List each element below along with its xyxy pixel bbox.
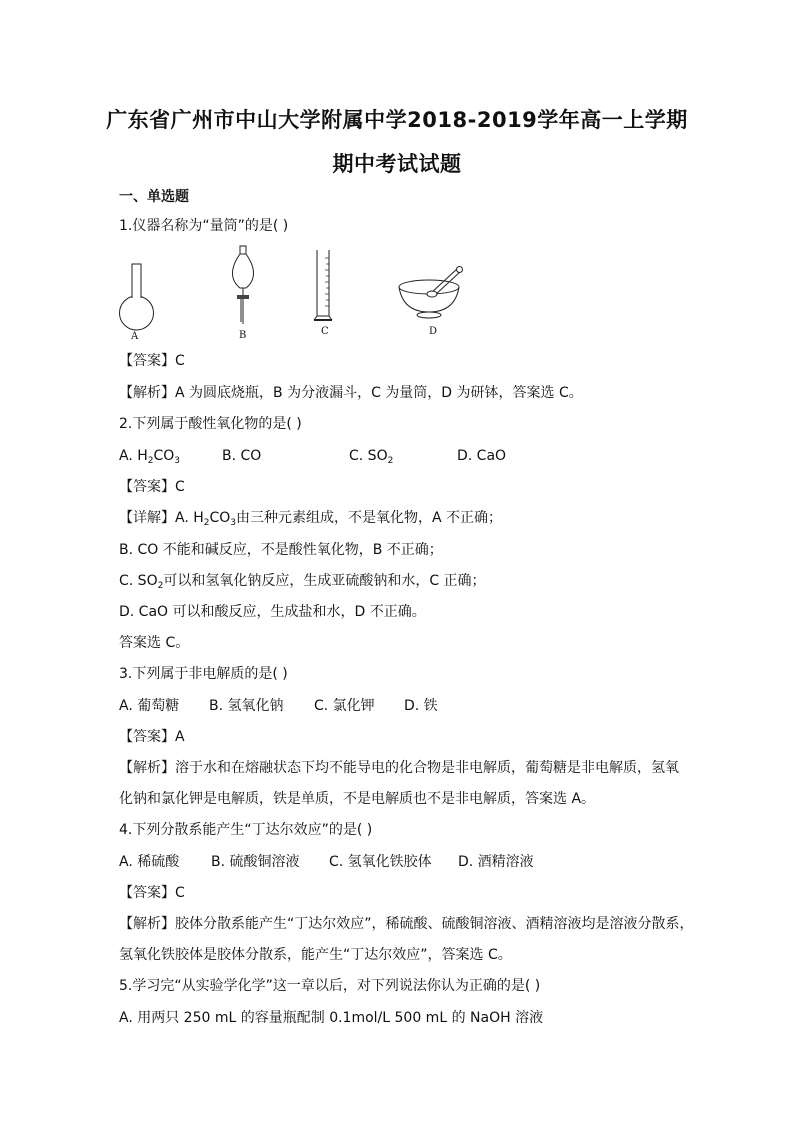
figure-label-c: C	[321, 326, 329, 337]
option-a: A. $H_2CO_3$	[119, 448, 181, 466]
page-title: 广东省广州市中山大学附属中学2018-2019学年高一上学期	[106, 108, 688, 132]
figure-label-a: A	[131, 331, 139, 342]
question-2-detail-c: C. $SO_2$可以和氢氧化钠反应，生成亚硫酸钠和水，C 正确；	[119, 573, 486, 591]
option-c: C. 氯化钾	[314, 698, 375, 714]
question-1-answer: 【答案】C	[119, 353, 185, 369]
question-5-stem: 5.学习完“从实验学化学”这一章以后，对下列说法你认为正确的是( )	[119, 978, 541, 994]
page-title-continued: 期中考试试题	[332, 152, 462, 176]
option-b: B. 氢氧化钠	[209, 698, 284, 714]
question-4-stem: 4.下列分散系能产生“丁达尔效应”的是( )	[119, 822, 373, 838]
question-3-analysis: 【解析】溶于水和在熔融状态下均不能导电的化合物是非电解质，葡萄糖是非电解质，氢氧	[119, 760, 679, 776]
question-4-analysis: 【解析】胶体分散系能产生“丁达尔效应”，稀硫酸、硫酸铜溶液、酒精溶液均是溶液分散系，	[119, 916, 694, 932]
option-a: A. 稀硫酸	[119, 854, 180, 870]
question-2-detail-d: D. CaO 可以和酸反应，生成盐和水，D 不正确。	[119, 604, 426, 620]
option-a: A. 葡萄糖	[119, 698, 180, 714]
figure-label-d: D	[429, 326, 438, 337]
question-2-detail-a: 【详解】A. $H_2CO_3$由三种元素组成，不是氧化物，A 不正确；	[119, 510, 503, 528]
round-bottom-flask-icon	[118, 262, 158, 332]
option-d: D. 铁	[404, 698, 438, 714]
question-3-stem: 3.下列属于非电解质的是( )	[119, 666, 288, 682]
figure-label-b: B	[239, 330, 247, 341]
option-b: B. 硫酸铜溶液	[211, 854, 300, 870]
question-5-option-a: A. 用两只 250 mL 的容量瓶配制 0.1mol/L 500 mL 的 NaOH 溶液	[119, 1010, 544, 1026]
graduated-cylinder-icon	[313, 248, 335, 324]
option-d: D. 酒精溶液	[458, 854, 534, 870]
question-3-answer: 【答案】A	[119, 729, 185, 745]
question-2-conclusion: 答案选 C。	[119, 635, 190, 651]
question-4-analysis-continued: 氢氧化铁胶体是胶体分散系，能产生“丁达尔效应”，答案选 C。	[119, 947, 512, 963]
option-c: C. $SO_2$	[349, 448, 394, 466]
question-4-answer: 【答案】C	[119, 885, 185, 901]
section-heading: 一、单选题	[119, 189, 189, 205]
separatory-funnel-icon	[226, 244, 260, 328]
option-b: B. CO	[222, 448, 262, 464]
option-d: D. CaO	[457, 448, 507, 464]
question-2-stem: 2.下列属于酸性氧化物的是( )	[119, 416, 302, 432]
option-c: C. 氢氧化铁胶体	[329, 854, 432, 870]
question-2-answer: 【答案】C	[119, 479, 185, 495]
question-3-analysis-continued: 化钠和氯化钾是电解质，铁是单质，不是电解质也不是非电解质，答案选 A。	[119, 791, 596, 807]
question-1-analysis: 【解析】A 为圆底烧瓶，B 为分液漏斗，C 为量筒，D 为研钵，答案选 C。	[119, 385, 583, 401]
question-1-stem: 1.仪器名称为“量筒”的是( )	[119, 218, 289, 234]
mortar-and-pestle-icon	[396, 262, 468, 322]
question-2-detail-b: B. CO 不能和碱反应，不是酸性氧化物，B 不正确；	[119, 542, 443, 558]
